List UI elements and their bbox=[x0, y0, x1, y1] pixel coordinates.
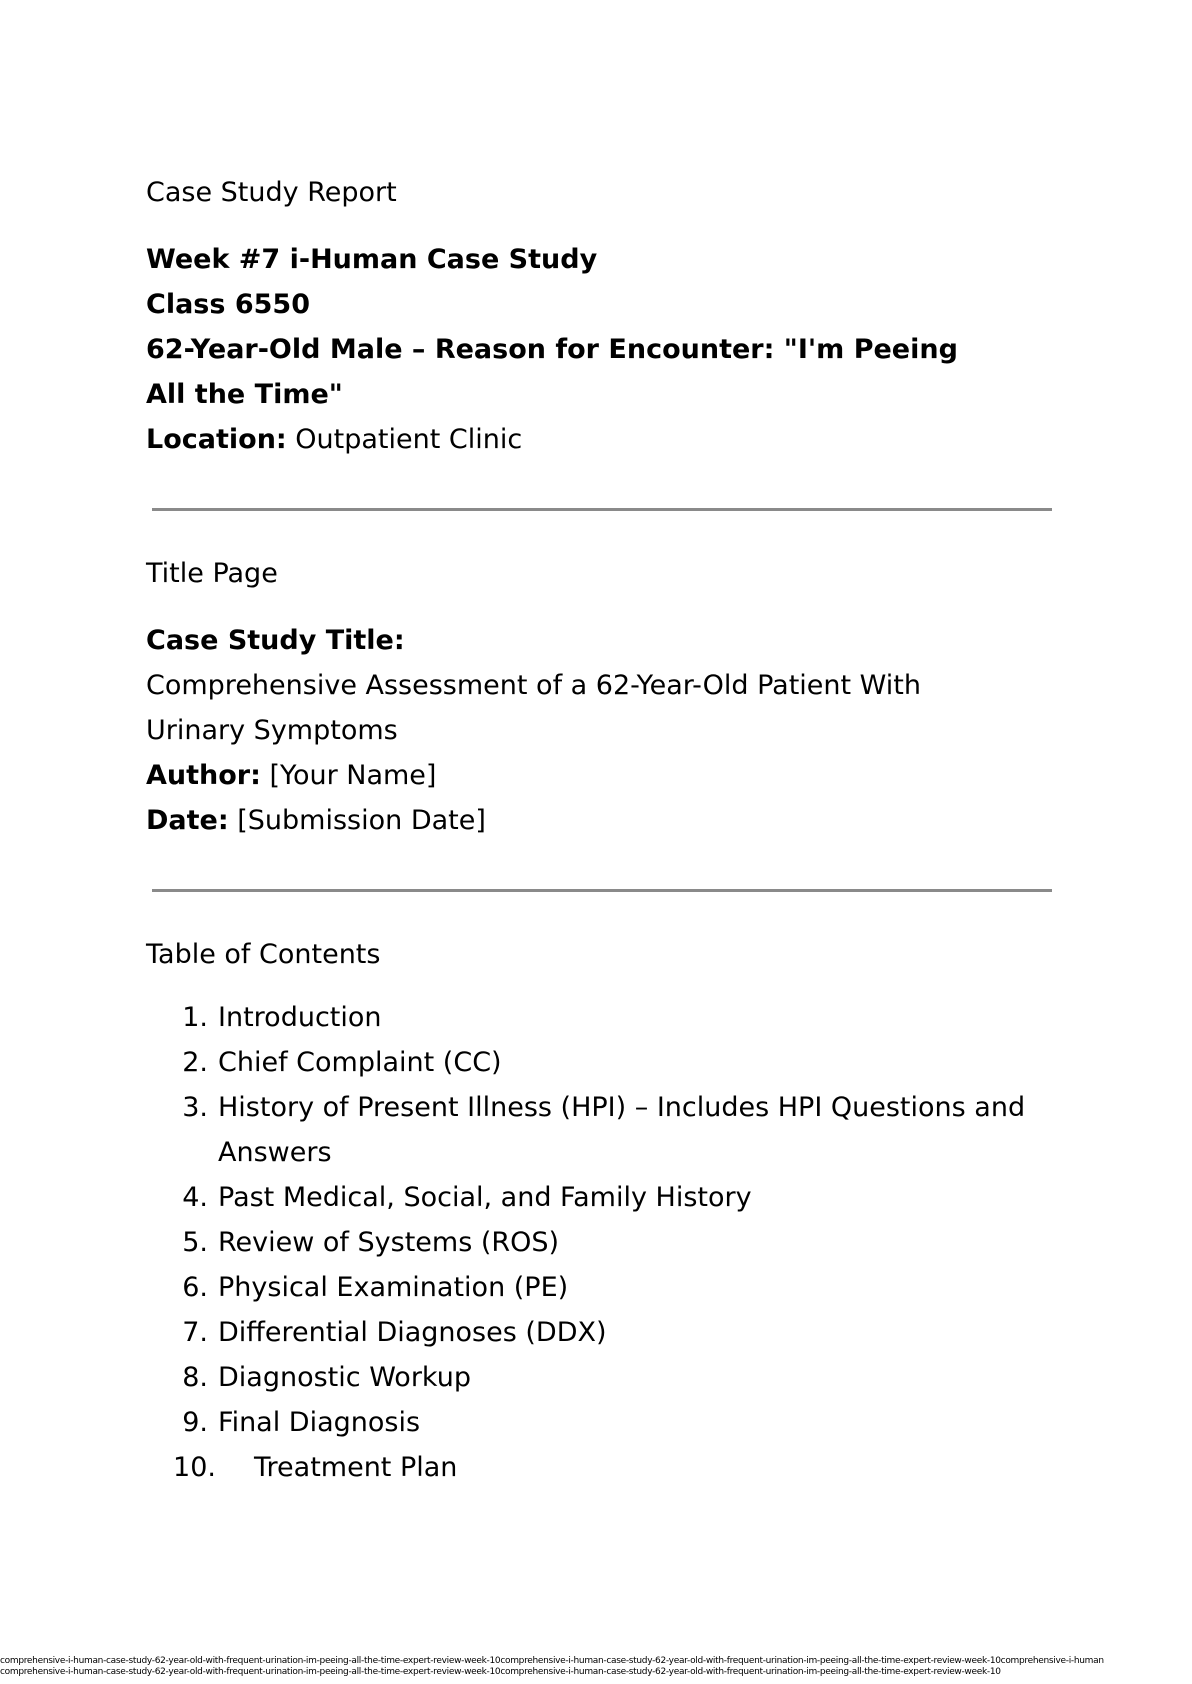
location-label: Location: bbox=[146, 424, 287, 455]
toc-item bbox=[146, 1040, 1066, 1085]
toc-item-number: 5. bbox=[182, 1227, 208, 1258]
toc-item-number: 10. bbox=[173, 1452, 216, 1483]
toc-list bbox=[146, 995, 1066, 1490]
date-line bbox=[146, 798, 1066, 843]
watermark-footer bbox=[0, 1656, 1192, 1684]
toc-item-label: Physical Examination (PE) bbox=[218, 1272, 569, 1303]
toc-item bbox=[146, 1175, 1066, 1220]
toc-item-label: Final Diagnosis bbox=[218, 1407, 421, 1438]
doc-type-label: Case Study Report bbox=[146, 177, 397, 208]
toc-item-number: 1. bbox=[182, 1002, 208, 1033]
toc-item-number: 8. bbox=[182, 1362, 208, 1393]
toc-heading: Table of Contents bbox=[146, 939, 381, 970]
toc-item bbox=[146, 1445, 1066, 1490]
watermark-line: comprehensive-i-human-case-study-62-year-old-with-frequent-urination-im-peeing-all-the-time-expert-review-week-10comprehensive-i-human-case-study-62-year-old-with-frequent-urination-im-peeing-all-the-time-expert-review-week-10 bbox=[0, 1667, 1001, 1677]
toc-item-number: 7. bbox=[182, 1317, 208, 1348]
toc-item-label: History of Present Illness (HPI) – Includes HPI Questions and Answers bbox=[218, 1092, 1026, 1168]
toc-item bbox=[146, 1220, 1066, 1265]
toc-item-label: Diagnostic Workup bbox=[218, 1362, 471, 1393]
week-heading: Week #7 i-Human Case Study bbox=[146, 244, 598, 275]
toc-item-number: 2. bbox=[182, 1047, 208, 1078]
toc-item bbox=[146, 1085, 1066, 1175]
title-page-heading: Title Page bbox=[146, 558, 278, 589]
author-value: [Your Name] bbox=[260, 760, 437, 791]
toc-item-label: Review of Systems (ROS) bbox=[218, 1227, 560, 1258]
toc-item-label: Differential Diagnoses (DDX) bbox=[218, 1317, 607, 1348]
date-value: [Submission Date] bbox=[228, 805, 486, 836]
document-body bbox=[146, 170, 1066, 1490]
toc-item bbox=[146, 1310, 1066, 1355]
class-heading: Class 6550 bbox=[146, 289, 310, 320]
toc-item-number: 9. bbox=[182, 1407, 208, 1438]
toc-item bbox=[146, 1265, 1066, 1310]
toc-item-label: Past Medical, Social, and Family History bbox=[218, 1182, 752, 1213]
toc-item bbox=[146, 1355, 1066, 1400]
toc-item-number: 3. bbox=[182, 1092, 208, 1123]
date-label: Date: bbox=[146, 805, 229, 836]
case-title: Comprehensive Assessment of a 62-Year-Old Patient With Urinary Symptoms bbox=[146, 670, 921, 746]
location-line bbox=[146, 417, 1066, 462]
toc-item bbox=[146, 995, 1066, 1040]
toc-item-number: 4. bbox=[182, 1182, 208, 1213]
author-line bbox=[146, 753, 1066, 798]
case-title-label: Case Study Title: bbox=[146, 625, 405, 656]
toc-item-label: Introduction bbox=[218, 1002, 382, 1033]
location-value: Outpatient Clinic bbox=[286, 424, 523, 455]
toc-item bbox=[146, 1400, 1066, 1445]
toc-item-number: 6. bbox=[182, 1272, 208, 1303]
encounter-heading: 62-Year-Old Male – Reason for Encounter: "I'm Peeing All the Time" bbox=[146, 334, 958, 410]
watermark-line: comprehensive-i-human-case-study-62-year-old-with-frequent-urination-im-peeing-all-the-time-expert-review-week-10comprehensive-i-human-case-study-62-year-old-with-frequent-urination-im-peeing-all-the-time-expert-review-week-10comprehensive-i-human bbox=[0, 1656, 1104, 1666]
toc-item-label: Treatment Plan bbox=[254, 1452, 458, 1483]
toc-item-label: Chief Complaint (CC) bbox=[218, 1047, 502, 1078]
author-label: Author: bbox=[146, 760, 261, 791]
